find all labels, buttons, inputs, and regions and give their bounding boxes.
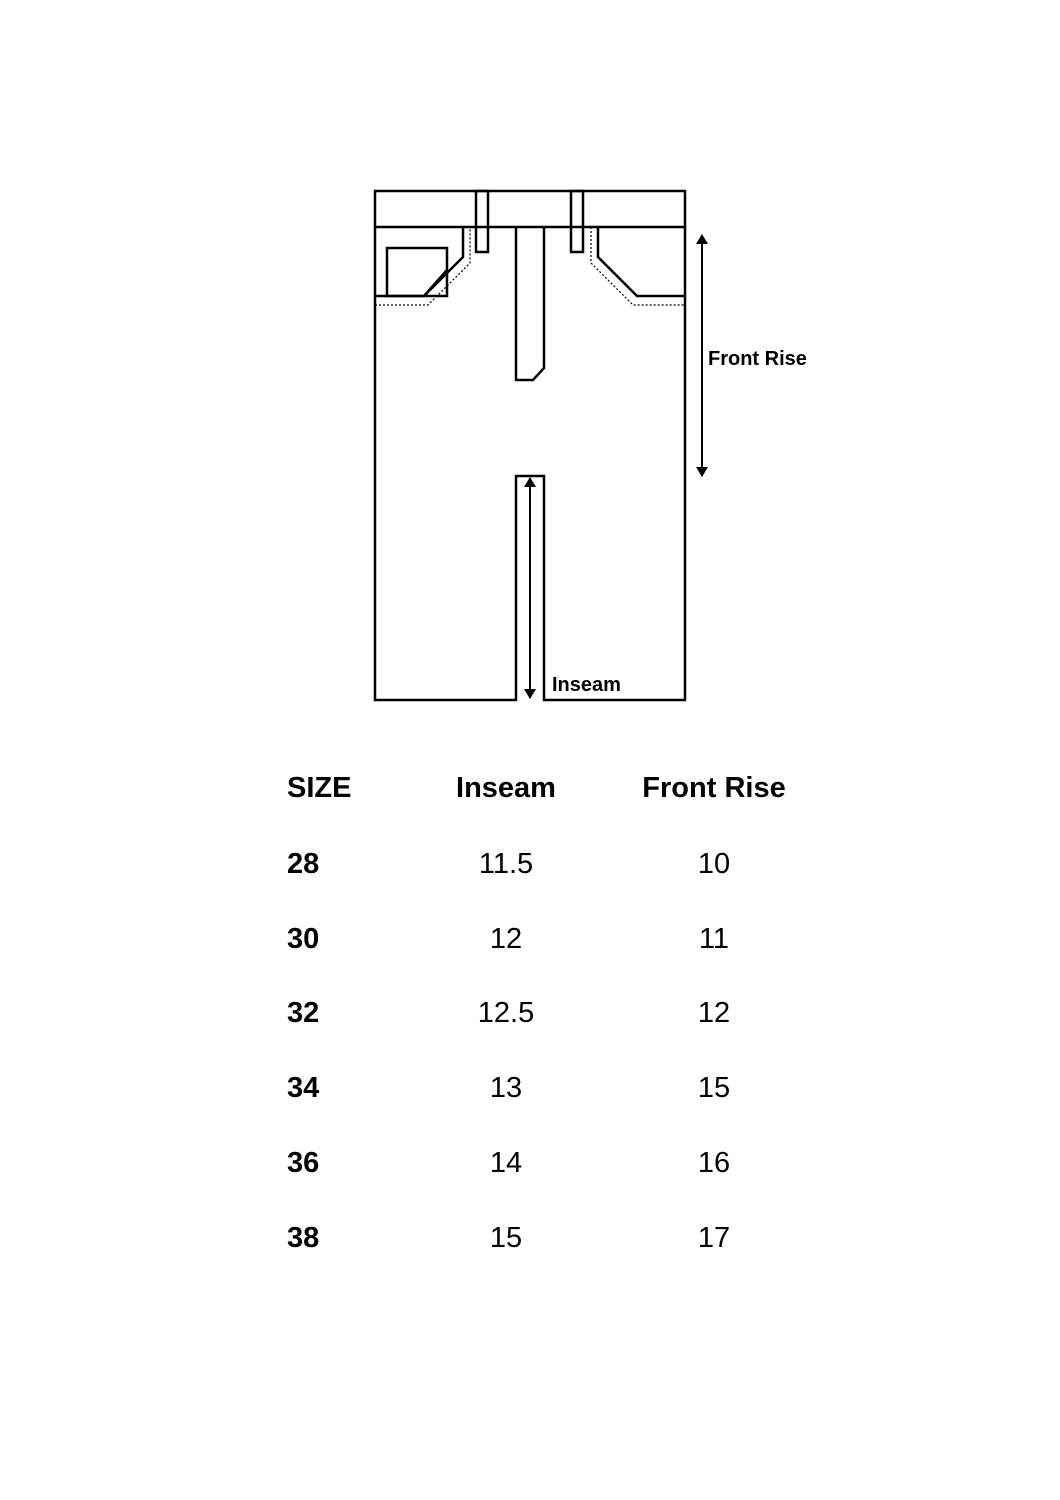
- table-row-front-rise: 11: [698, 923, 730, 955]
- table-row-size: 32: [287, 997, 320, 1029]
- table-row-inseam: 13: [489, 1072, 523, 1104]
- coin-pocket: [387, 248, 447, 296]
- table-row-front-rise: 15: [697, 1072, 731, 1104]
- table-row-front-rise: 17: [697, 1222, 731, 1254]
- waistband: [375, 191, 685, 227]
- inseam-header: Inseam: [456, 772, 556, 804]
- table-row-front-rise: 10: [697, 848, 731, 880]
- right-pocket: [598, 227, 685, 296]
- table-row-front-rise: 16: [697, 1147, 731, 1179]
- table-row-front-rise: 12: [697, 997, 731, 1029]
- fly-placket: [516, 227, 544, 380]
- table-row-inseam: 11.5: [478, 848, 534, 880]
- table-row-size: 36: [287, 1147, 320, 1179]
- table-row-inseam: 15: [489, 1222, 523, 1254]
- table-row-size: 34: [287, 1072, 320, 1104]
- table-row-inseam: 12.5: [477, 997, 535, 1029]
- pants-diagram: [0, 0, 1060, 740]
- table-row-size: 38: [287, 1222, 320, 1254]
- front-rise-label: Front Rise: [708, 348, 807, 370]
- front-rise-header: Front Rise: [642, 772, 786, 804]
- right-pocket-stitch: [591, 227, 685, 305]
- table-row-size: 28: [287, 848, 320, 880]
- stitching: [375, 227, 685, 305]
- size-header: SIZE: [287, 772, 352, 804]
- table-row-inseam: 12: [489, 923, 523, 955]
- inseam-label: Inseam: [552, 674, 621, 696]
- belt-loop-right: [571, 191, 583, 252]
- coin-pocket-corner: [424, 270, 447, 296]
- table-row-inseam: 14: [489, 1147, 523, 1179]
- table-row-size: 30: [287, 923, 320, 955]
- belt-loop-left: [476, 191, 488, 252]
